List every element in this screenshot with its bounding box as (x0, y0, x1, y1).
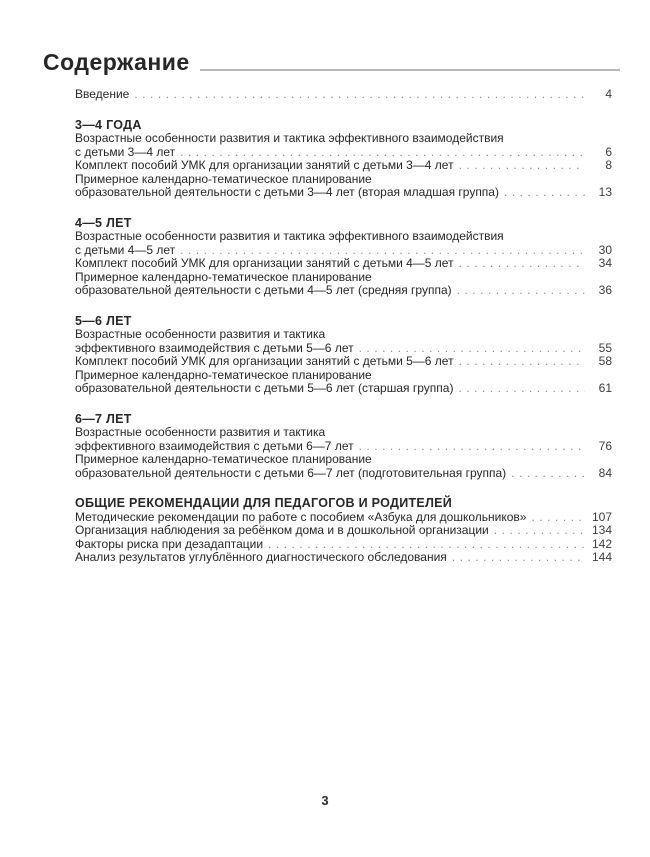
page-number: 3 (321, 793, 329, 808)
toc-leader-dots (459, 257, 585, 271)
toc-leader-dots (511, 467, 585, 481)
toc-entry (75, 524, 612, 538)
toc-page-number: 8 (605, 158, 612, 173)
toc-section-heading: 5—6 ЛЕТ (75, 313, 132, 328)
toc-entry (75, 230, 612, 257)
toc-entry-text: образовательной деятельности с детьми 6—7 лет (подготовительная группа) (75, 465, 507, 480)
toc-page-number: 76 (598, 438, 612, 453)
toc-entry (75, 538, 612, 552)
toc-entry (75, 271, 612, 298)
toc-entry (75, 426, 612, 453)
toc-entry-text: образовательной деятельности с детьми 3—4 лет (вторая младшая группа) (75, 185, 499, 200)
toc-section (75, 315, 612, 396)
toc-entry-line (75, 511, 612, 525)
toc-entry-line (75, 524, 612, 538)
toc-leader-dots (504, 186, 585, 200)
toc-section (75, 217, 612, 298)
toc-leader-dots (459, 355, 585, 369)
toc-entry-text: образовательной деятельности с детьми 4—5 лет (средняя группа) (75, 283, 452, 298)
toc-page-number: 6 (605, 144, 612, 159)
toc-entry-text: Комплект пособий УМК для организации занятий с детьми 4—5 лет (75, 256, 454, 271)
toc-entry-text: Методические рекомендации по работе с пособием «Азбука для дошкольников» (75, 509, 527, 524)
toc-entry-line (75, 342, 612, 356)
toc-page-number: 34 (598, 256, 612, 271)
toc-page-number: 144 (591, 550, 612, 565)
toc-page-number: 36 (598, 283, 612, 298)
toc-leader-dots (494, 524, 585, 538)
toc-entry (75, 551, 612, 565)
toc-entry-line (75, 382, 612, 396)
toc-page-number: 84 (598, 465, 612, 480)
toc-entry-line (75, 355, 612, 369)
toc-page-number: 142 (591, 536, 612, 551)
title-row (43, 50, 620, 75)
toc-leader-dots (180, 146, 585, 160)
toc-page-number: 4 (605, 87, 612, 102)
toc-entry-line: Возрастные особенности развития и тактика (75, 327, 326, 342)
toc-entry-line: Возрастные особенности развития и тактика эффективного взаимодействия (75, 229, 504, 244)
toc-entry-line: Примерное календарно-тематическое планирование (75, 452, 372, 467)
toc-leader-dots (457, 284, 585, 298)
toc-entry-line (75, 146, 612, 160)
toc-entry-text: с детьми 3—4 лет (75, 144, 176, 159)
toc-entry-text: образовательной деятельности с детьми 5—6 лет (старшая группа) (75, 381, 454, 396)
toc-section-heading: ОБЩИЕ РЕКОМЕНДАЦИИ ДЛЯ ПЕДАГОГОВ И РОДИТЕЛЕЙ (75, 496, 453, 511)
page-title: Содержание (43, 49, 190, 75)
toc-entry-text: Анализ результатов углублённого диагностического обследования (75, 550, 447, 565)
toc-entry-text: Организация наблюдения за ребёнком дома и в дошкольной организации (75, 523, 489, 538)
toc-entry-line (75, 159, 612, 173)
toc-page-number: 30 (598, 242, 612, 257)
toc-section-heading: 3—4 ГОДА (75, 117, 142, 132)
toc-entry-line: Примерное календарно-тематическое планирование (75, 171, 372, 186)
toc-entry-text: Введение (75, 87, 130, 102)
toc-entry-text: Комплект пособий УМК для организации занятий с детьми 3—4 лет (75, 158, 454, 173)
toc-entry-text: с детьми 4—5 лет (75, 242, 176, 257)
toc-page-number: 134 (591, 523, 612, 538)
toc-entry-line: Примерное календарно-тематическое планирование (75, 269, 372, 284)
toc-entry-line (75, 186, 612, 200)
toc-leader-dots (459, 159, 585, 173)
toc-leader-dots (458, 382, 585, 396)
toc-leader-dots (134, 88, 585, 102)
toc-entry-line: Возрастные особенности развития и тактика эффективного взаимодействия (75, 131, 504, 146)
toc-entry-line (75, 284, 612, 298)
toc-leader-dots (531, 511, 585, 525)
toc-leader-dots (268, 538, 585, 552)
toc-section (75, 497, 612, 565)
toc-section (75, 413, 612, 481)
page-content (43, 50, 620, 565)
toc-section (75, 88, 612, 102)
toc-entry-line (75, 440, 612, 454)
toc-entry-line (75, 538, 612, 552)
toc-page-number: 58 (598, 354, 612, 369)
toc-entry-text: эффективного взаимодействия с детьми 6—7 лет (75, 438, 354, 453)
table-of-contents (75, 88, 612, 565)
toc-entry (75, 132, 612, 159)
toc-entry-text: Факторы риска при дезадаптации (75, 536, 264, 551)
toc-entry-line (75, 467, 612, 481)
title-rule (200, 69, 620, 71)
toc-page-number: 13 (598, 185, 612, 200)
toc-entry (75, 159, 612, 173)
toc-entry-text: эффективного взаимодействия с детьми 5—6 лет (75, 340, 354, 355)
toc-leader-dots (180, 244, 585, 258)
toc-entry (75, 369, 612, 396)
toc-entry-line (75, 88, 612, 102)
toc-page-number: 61 (598, 381, 612, 396)
toc-entry-text: Комплект пособий УМК для организации занятий с детьми 5—6 лет (75, 354, 454, 369)
toc-entry-line (75, 551, 612, 565)
toc-section (75, 119, 612, 200)
toc-entry (75, 355, 612, 369)
toc-section-heading: 6—7 ЛЕТ (75, 411, 132, 426)
toc-entry-line: Возрастные особенности развития и тактика (75, 425, 326, 440)
toc-entry (75, 257, 612, 271)
toc-page-number: 55 (598, 340, 612, 355)
toc-entry-line (75, 257, 612, 271)
toc-entry-line: Примерное календарно-тематическое планирование (75, 367, 372, 382)
toc-entry (75, 328, 612, 355)
toc-section-heading: 4—5 ЛЕТ (75, 215, 132, 230)
toc-entry (75, 511, 612, 525)
toc-page-number: 107 (591, 509, 612, 524)
toc-entry (75, 173, 612, 200)
toc-entry (75, 88, 612, 102)
toc-leader-dots (359, 440, 585, 454)
toc-leader-dots (359, 342, 585, 356)
toc-entry (75, 453, 612, 480)
toc-leader-dots (452, 551, 585, 565)
toc-entry-line (75, 244, 612, 258)
